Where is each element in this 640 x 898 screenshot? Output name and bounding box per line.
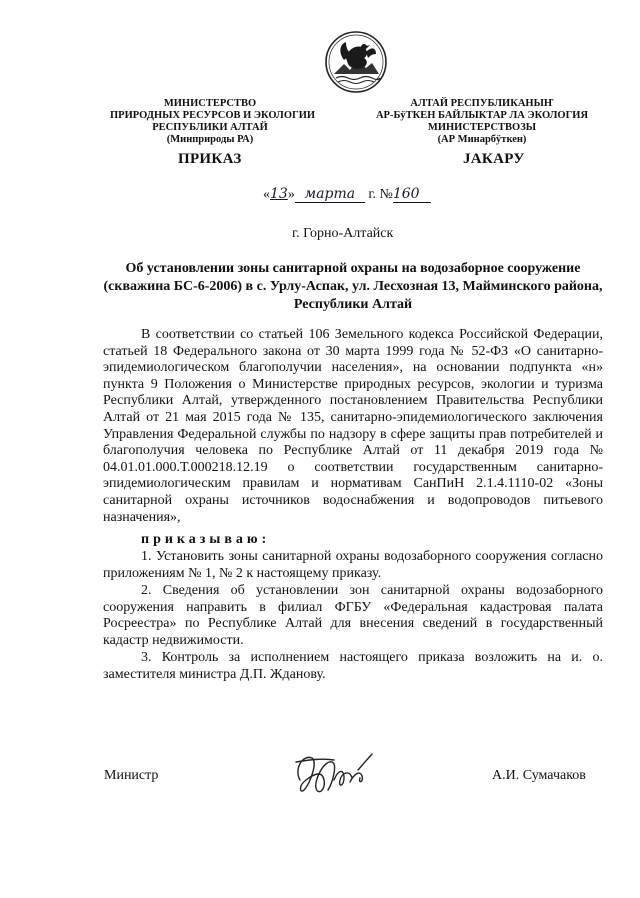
preamble-paragraph: В соответствии со статьей 106 Земельного кодекса Российской Федерации, статьей 18 Федерального закона от 30 марта 1999 года № 52-ФЗ «О санитарно-эпидемиологическом благополучии населения», на основании подпункта «н» пункта 9 Положения о Министерстве природных ресурсов, экологии и туризма Республики Алтай, утвержденного постановлением Правительства Республики Алтай от 21 мая 2015 года № 135, санитарно-эпидемиологического заключения Управления Федеральной службы по надзору в сфере защиты прав потребителей и благополучия человека по Республике Алтай от 11 декабря 2019 года № 04.01.01.000.Т.000218.12.19 о соответствии государственным санитарно-эпидемиологическим правилам и нормативам СанПиН 2.1.4.1110-02 «Зоны санитарной охраны источников водоснабжения и водопроводов питьевого назначения», <box>103 327 603 525</box>
signatory-name: А.И. Сумачаков <box>492 768 586 783</box>
header-left-line4: (Минприроды РА) <box>166 134 254 145</box>
header-right-line3: МИНИСТЕРСТВОЗЫ <box>427 122 537 133</box>
order-item-3: 3. Контроль за исполнением настоящего приказа возложить на и. о. заместителя министра Д.П. Жданову. <box>103 650 603 682</box>
order-word-altai: JАКАРУ <box>463 151 525 167</box>
city-line: г. Горно-Алтайск <box>292 226 394 241</box>
date-close-quote: » <box>287 187 295 202</box>
document-title: Об установлении зоны санитарной охраны на водозаборное сооружение (скважина БС-6-2006) в с. Урлу-Аспак, ул. Лесхозная 13, Майминского района, Республики Алтай <box>103 261 603 312</box>
ministry-header-ru <box>110 98 316 146</box>
order-word-ru: ПРИКАЗ <box>178 151 242 167</box>
order-item-1: 1. Установить зоны санитарной охраны водозаборного сооружения согласно приложениям № 1, № 2 к настоящему приказу. <box>103 549 603 581</box>
command-word: приказываю: <box>141 532 271 547</box>
order-item-2: 2. Сведения об установлении зон санитарной охраны водозаборного сооружения направить в филиал ФГБУ «Федеральная кадастровая палата Росреестра» по Республике Алтай для внесения сведений в государственный кадастр недвижимости. <box>103 583 603 648</box>
number-sign: № <box>379 187 393 202</box>
date-day: 13 <box>270 186 288 202</box>
date-line <box>263 186 431 203</box>
header-right-line2: АР-БÿТКЕН БАЙЛЫКТАР ЛА ЭКОЛОГИЯ <box>375 110 589 121</box>
handwritten-signature <box>288 740 378 806</box>
header-left-line3: РЕСПУБЛИКИ АЛТАЙ <box>152 122 268 133</box>
header-left-line1: МИНИСТЕРСТВО <box>163 98 257 109</box>
date-open-quote: « <box>263 187 270 202</box>
ministry-header-altai <box>372 98 592 146</box>
header-left-line2: ПРИРОДНЫХ РЕСУРСОВ И ЭКОЛОГИИ <box>110 110 316 121</box>
header-right-line4: (АР Минарбÿткен) <box>437 134 527 145</box>
altai-republic-emblem-icon <box>324 30 388 94</box>
signatory-title: Министр <box>104 768 159 783</box>
date-year-suffix: г. <box>368 187 376 202</box>
date-month: марта <box>295 186 365 203</box>
order-number: 160 <box>393 186 431 203</box>
header-right-line1: АЛТАЙ РЕСПУБЛИКАНЫҤ <box>410 98 554 109</box>
